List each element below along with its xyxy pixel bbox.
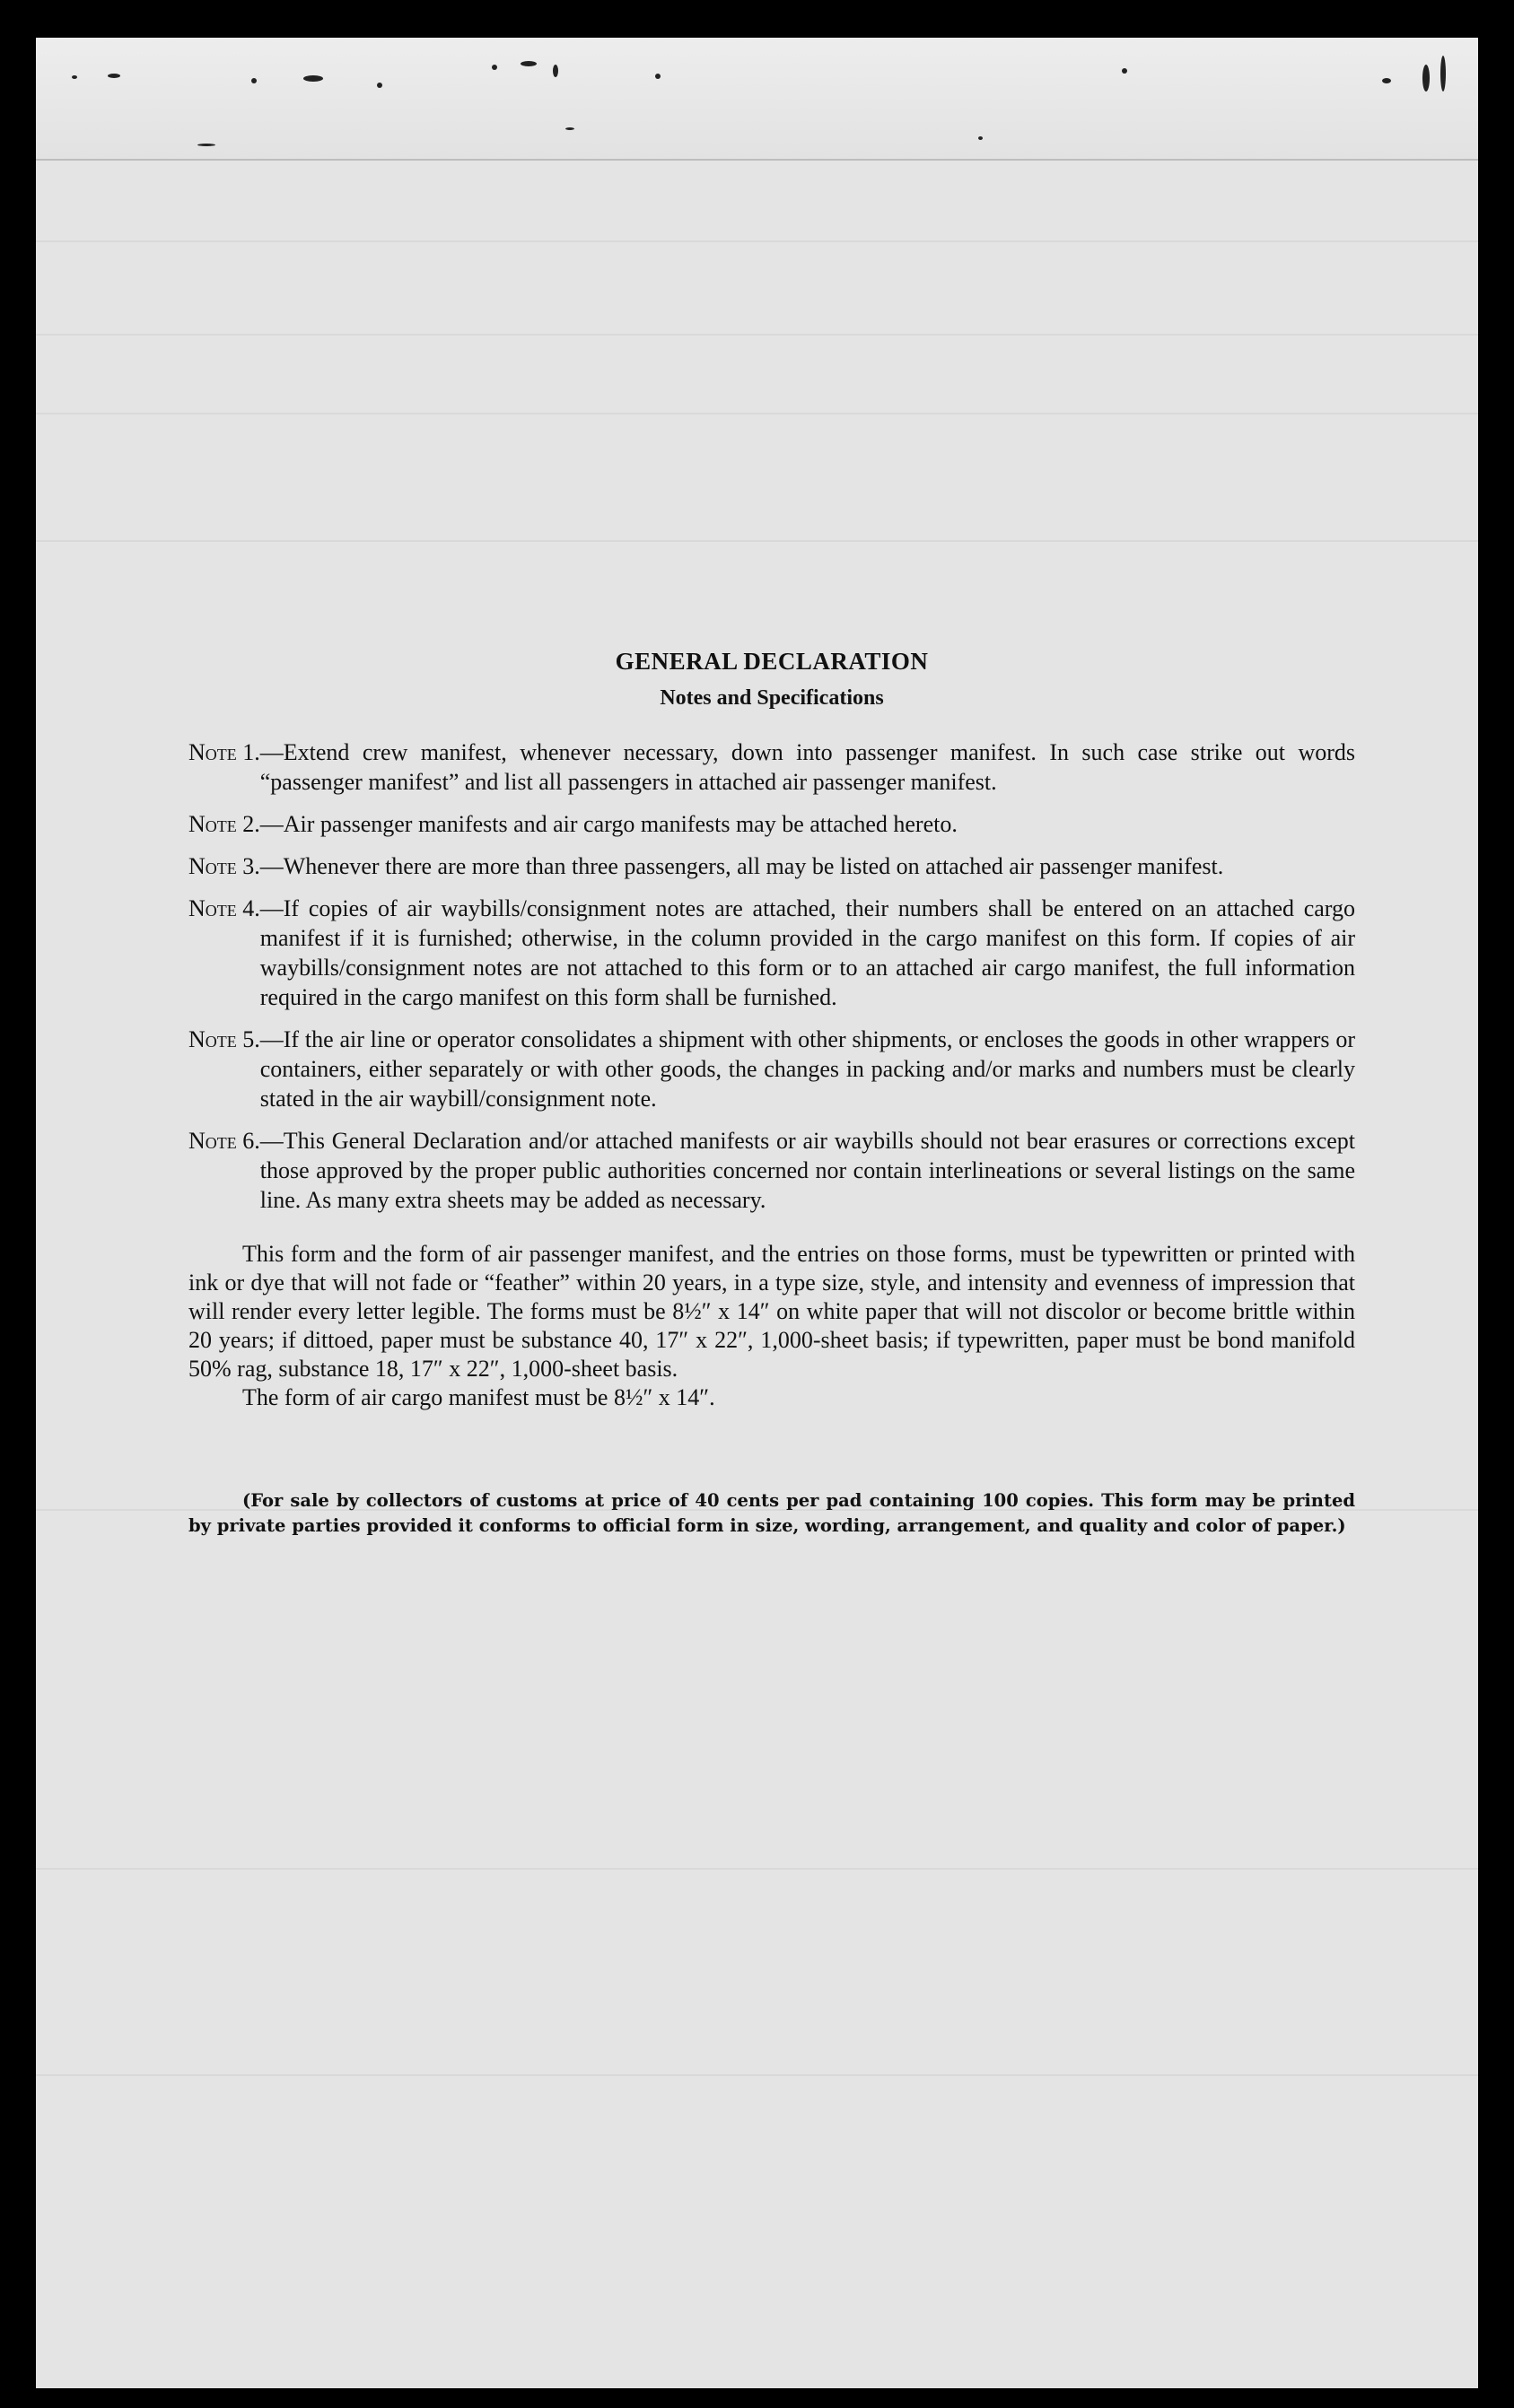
top-strip [36,38,1478,161]
document-sheet [36,38,1478,2388]
note-label: Note 5. [188,1026,260,1052]
declaration-content [188,648,1355,1557]
note-text: —Extend crew manifest, whenever necessary, down into passenger manifest. In such case strike out words “passenger manifest” and list all passengers in attached air passenger manifest. [259,739,1355,795]
document-title: GENERAL DECLARATION [615,648,929,675]
note-text: —If copies of air waybills/consignment notes are attached, their numbers shall be entered on an attached cargo manifest if it is furnished; otherwise, in the column provided in the cargo manifest on this form. If copies of air waybills/consignment notes are not attached to this form or to an attached air cargo manifest, the full information required in the cargo manifest on this form shall be furnished. [259,895,1355,1010]
note-6 [188,1126,1355,1215]
sale-notice: (For sale by collectors of customs at price of 40 cents per pad containing 100 copies. This form may be printed by private parties provided it conforms to official form in size, wording, arrangement, and quality and color of paper.) [188,1490,1355,1536]
note-text: —Whenever there are more than three passengers, all may be listed on attached air passenger manifest. [259,853,1224,879]
document-subtitle: Notes and Specifications [660,686,884,710]
note-text: —If the air line or operator consolidates a shipment with other shipments, or encloses the goods in other wrappers or containers, either separately or with other goods, the changes in packing and/or marks and numbers must be clearly stated in the air waybill/consignment note. [259,1026,1355,1112]
note-1 [188,737,1355,797]
note-4 [188,894,1355,1012]
note-label: Note 3. [188,853,260,879]
note-label: Note 6. [188,1128,260,1154]
note-label: Note 4. [188,895,260,921]
note-5 [188,1025,1355,1113]
cargo-form-size-line: The form of air cargo manifest must be 8½″ x 14″. [242,1384,715,1410]
note-text: —Air passenger manifests and air cargo manifests may be attached hereto. [259,811,958,837]
note-2 [188,809,1355,839]
note-text: —This General Declaration and/or attached manifests or air waybills should not bear erasures or corrections except those approved by the proper public authorities concerned nor contain interlineations or several listings on the same line. As many extra sheets may be added as necessary. [259,1128,1355,1213]
note-label: Note 2. [188,811,260,837]
note-3 [188,851,1355,881]
form-requirements-paragraph: This form and the form of air passenger manifest, and the entries on those forms, must be typewritten or printed with ink or dye that will not fade or “feather” within 20 years, in a type size, style, and intensity and evenness of impression that will render every letter legible. The forms must be 8½″ x 14″ on white paper that will not discolor or become brittle within 20 years; if dittoed, paper must be substance 40, 17″ x 22″, 1,000-sheet basis; if typewritten, paper must be bond manifold 50% rag, substance 18, 17″ x 22″, 1,000-sheet basis. [188,1241,1355,1382]
note-label: Note 1. [188,739,260,765]
